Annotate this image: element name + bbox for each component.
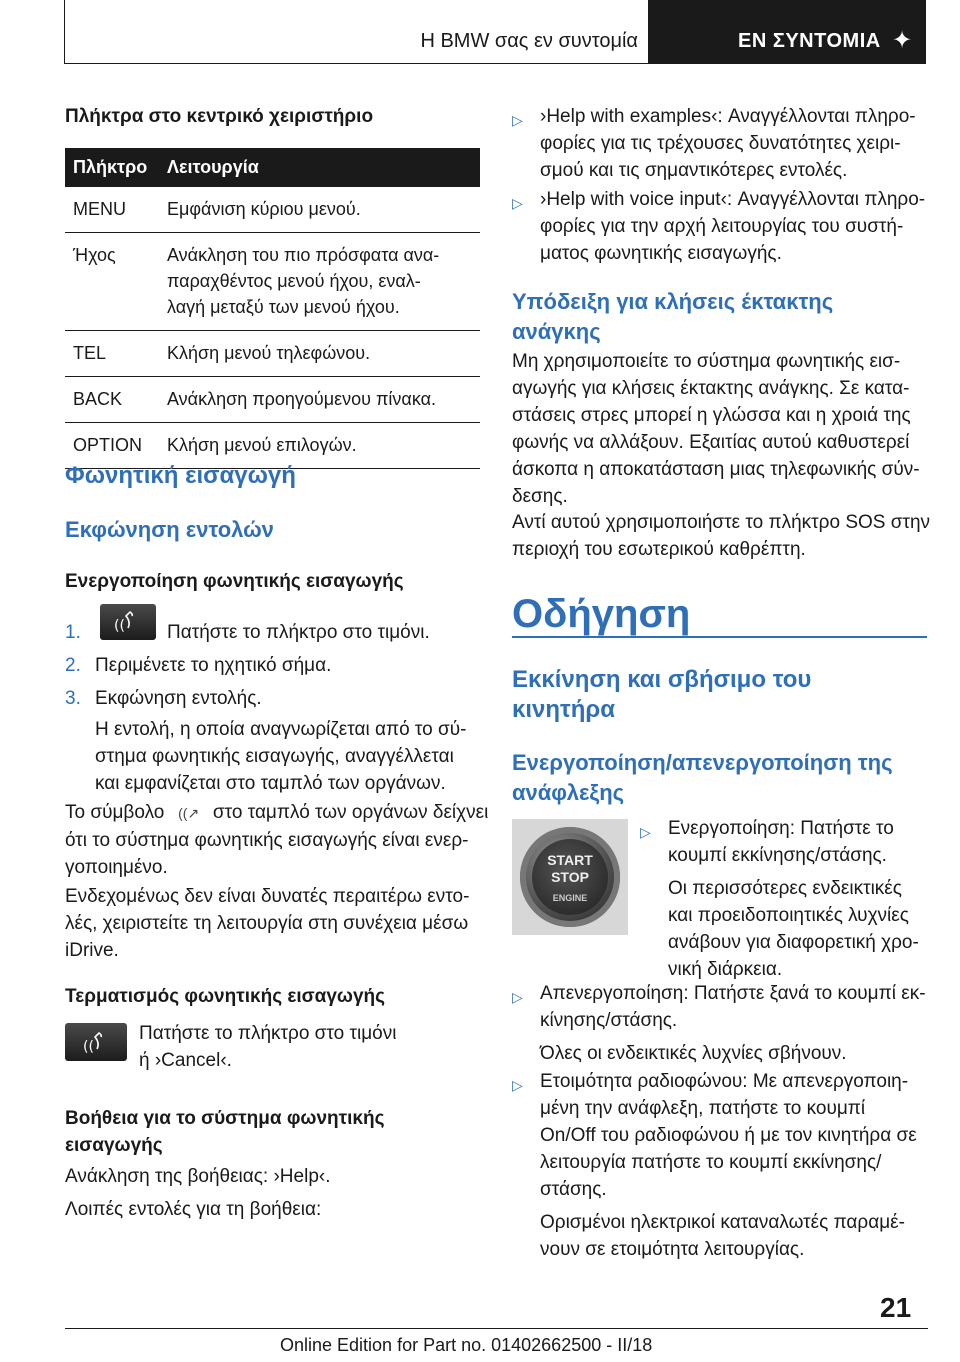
step-3 [65,685,262,712]
func-line: Κλήση μενού τηλεφώνου. [167,343,371,363]
section-title: Η BMW σας εν συντομία [420,30,638,52]
list-item [512,103,927,184]
heading-commands: Εκφώνηση εντολών [65,517,274,542]
text-line: και εμφανίζεται στο ταμπλό των οργάνων. [95,773,446,794]
text-line: κινητήρα [512,696,616,723]
heading-voice-input: Φωνητική εισαγωγή [65,462,296,489]
text-line: ότι το σύστημα φωνητικής εισαγωγής είναι ενερ- [65,830,469,851]
text-line: ανάφλεξης [512,780,625,805]
func-cell [159,331,480,377]
step-2 [65,652,331,679]
text-line: στάσεις στρες μπορεί η γλώσσα και η χροιά της [512,405,911,426]
text-line: άσκοπα η αποκατάσταση μιας τηλεφωνικής σύν- [512,459,920,480]
text-line: Οι περισσότερες ενδεικτικές [668,878,902,899]
voice-button-icon [65,1023,127,1061]
text-line: μένη την ανάφλεξη, πατήστε το κουμπί [540,1098,866,1119]
svg-text:((: (( [83,1039,94,1055]
heading-driving: Οδήγηση [512,592,691,636]
text-line: κουμπί εκκίνησης/στάσης. [668,845,887,866]
text-line: νουν σε ετοιμότητα λειτουργίας. [540,1239,805,1260]
heading-end-voice: Τερματισμός φωνητικής εισαγωγής [65,986,385,1007]
text-line: φορίες για τις τρέχουσες δυνατότητες χειρι- [540,133,901,154]
table-row [65,331,480,377]
text-line: Βοήθεια για το σύστημα φωνητικής [65,1108,385,1129]
text-line: Ετοιμότητα ραδιοφώνου: Με απενεργοποιη- [540,1071,909,1092]
symbol-paragraph [65,799,488,881]
text-line: iDrive. [65,940,119,961]
func-line: Εμφάνιση κύριου μενού. [167,199,361,219]
svg-text:((: (( [114,618,125,634]
func-cell [159,233,480,331]
sparkle-icon: ✦ [892,27,913,54]
step-3-detail [95,716,466,797]
text-line: Ενεργοποίηση/απενεργοποίηση της [512,750,893,775]
text-line: Όλες οι ενδεικτικές λυχνίες σβήνουν. [540,1043,847,1064]
text-line: δεσης. [512,486,568,507]
func-line: παραχθέντος μενού ήχου, εναλ- [167,271,421,291]
heading-emergency [512,287,833,347]
page-number: 21 [880,1292,912,1323]
text-line: Απενεργοποίηση: Πατήστε ξανά το κουμπί εκ- [540,983,926,1004]
text-line: Η εντολή, η οποία αναγνωρίζεται από το σύ- [95,719,467,740]
triangle-bullet-icon: ▷ [512,112,523,128]
section-rule [512,636,927,638]
text-line: Μη χρησιμοποιείτε το σύστημα φωνητικής εισ- [512,351,901,372]
key-cell: MENU [65,187,159,233]
func-line: Ανάκληση προηγούμενου πίνακα. [167,389,437,409]
text-line: ανάγκης [512,319,601,344]
keys-table [65,148,480,469]
table-header: Πλήκτρο [65,148,159,187]
text-line: νική διάρκεια. [668,959,783,980]
key-cell: OPTION [65,423,159,469]
text-line: ματος φωνητικής εισαγωγής. [540,243,782,264]
text-line: λές, χειριστείτε τη λειτουργία στη συνέχεια μέσω [65,913,469,934]
table-header-row [65,148,480,187]
text-line: On/Off του ραδιοφώνου ή με τον κινητήρα σε [540,1125,917,1146]
triangle-bullet-icon: ▷ [640,824,651,840]
table-header: Λειτουργία [159,148,480,187]
func-cell [159,187,480,233]
text-line: φωνής να αλλάξουν. Εξαιτίας αυτού καθυστερεί [512,432,910,453]
list-item [640,815,928,983]
triangle-bullet-icon: ▷ [512,1077,523,1093]
table-row [65,233,480,331]
button-label: START [547,852,593,868]
table-title: Πλήκτρα στο κεντρικό χειριστήριο [65,106,374,127]
list-item [512,980,927,1067]
text-line: κίνησης/στάσης. [540,1010,678,1031]
text-line: Ενεργοποίηση: Πατήστε το [668,818,894,839]
key-cell: BACK [65,377,159,423]
text-line: Ενδεχομένως δεν είναι δυνατές περαιτέρω εντο- [65,886,470,907]
text-line: στάσης. [540,1179,607,1200]
text-line: περιοχή του εσωτερικού καθρέπτη. [512,539,806,560]
chapter-title: ΕΝ ΣΥΝΤΟΜΙΑ [738,30,881,52]
help-more: Λοιπές εντολές για τη βοήθεια: [65,1199,322,1220]
header-chapter [648,0,926,64]
text-line: Ορισμένοι ηλεκτρικοί καταναλωτές παραμέ- [540,1212,905,1233]
step-1 [65,619,95,646]
step-1-text: Πατήστε το πλήκτρο στο τιμόνι. [167,622,430,643]
text-line: λειτουργία πατήστε το κουμπί εκκίνησης/ [540,1152,882,1173]
func-line: Ανάκληση του πιο πρόσφατα ανα- [167,245,440,265]
text-line: ανάβουν για διαφορετική χρο- [668,932,919,953]
step-number: 3. [65,688,81,709]
text-line: αγωγής για κλήσεις έκτακτης ανάγκης. Σε κατα- [512,378,910,399]
text-line: γοποιημένο. [65,857,168,878]
emergency-paragraph [512,348,920,510]
text-line: στημα φωνητικής εισαγωγής, αναγγέλλεται [95,746,454,767]
footer-edition: Online Edition for Part no. 01402662500 - II/18 [280,1335,653,1355]
step-text: Εκφώνηση εντολής. [95,688,262,709]
step-number: 2. [65,655,81,676]
func-line: Κλήση μενού επιλογών. [167,435,357,455]
table-row [65,187,480,233]
text-fragment: στο ταμπλό των οργάνων δείχνει [212,802,489,823]
key-cell: TEL [65,331,159,377]
text-line: ή ›Cancel‹. [139,1050,232,1071]
triangle-bullet-icon: ▷ [512,195,523,211]
step-number: 1. [65,622,81,643]
voice-button-icon [100,604,156,640]
footer-rule [65,1328,928,1329]
key-cell: Ήχος [65,233,159,331]
button-label: ENGINE [552,893,588,903]
start-stop-button-image [512,819,628,935]
text-line: Αντί αυτού χρησιμοποιήστε το πλήκτρο SOS στην [512,512,931,533]
step-text: Περιμένετε το ηχητικό σήμα. [95,655,332,676]
text-line: σμού και τις σημαντικότερες εντολές. [540,160,848,181]
text-line: Πατήστε το πλήκτρο στο τιμόνι [139,1023,397,1044]
sos-paragraph [512,509,930,563]
end-text [139,1020,396,1074]
text-line: και προειδοποιητικές λυχνίες [668,905,909,926]
text-line: φορίες για την αρχή λειτουργίας του συστή- [540,216,904,237]
list-item [512,1068,927,1263]
text-line: ›Help with voice input‹: Αναγγέλλονται πληρο- [540,189,926,210]
func-cell [159,377,480,423]
help-call: Ανάκληση της βοήθειας: ›Help‹. [65,1166,331,1187]
heading-activate: Ενεργοποίηση φωνητικής εισαγωγής [65,571,404,592]
text-fragment: Το σύμβολο [65,802,165,823]
button-label: STOP [551,869,589,885]
header-section [64,0,648,64]
possible-paragraph [65,883,469,964]
text-line: ›Help with examples‹: Αναγγέλλονται πληρο- [540,106,916,127]
text-line: Υπόδειξη για κλήσεις έκτακτης [512,289,834,314]
heading-start-engine [512,665,811,725]
voice-symbol-icon: ((↗ [178,805,200,821]
heading-ignition [512,748,893,808]
list-item [512,186,927,267]
table-row [65,377,480,423]
heading-help [65,1105,384,1159]
triangle-bullet-icon: ▷ [512,989,523,1005]
text-line: εισαγωγής [65,1135,163,1156]
func-line: λαγή μεταξύ των μενού ήχου. [167,297,400,317]
text-line: Εκκίνηση και σβήσιμο του [512,666,812,693]
